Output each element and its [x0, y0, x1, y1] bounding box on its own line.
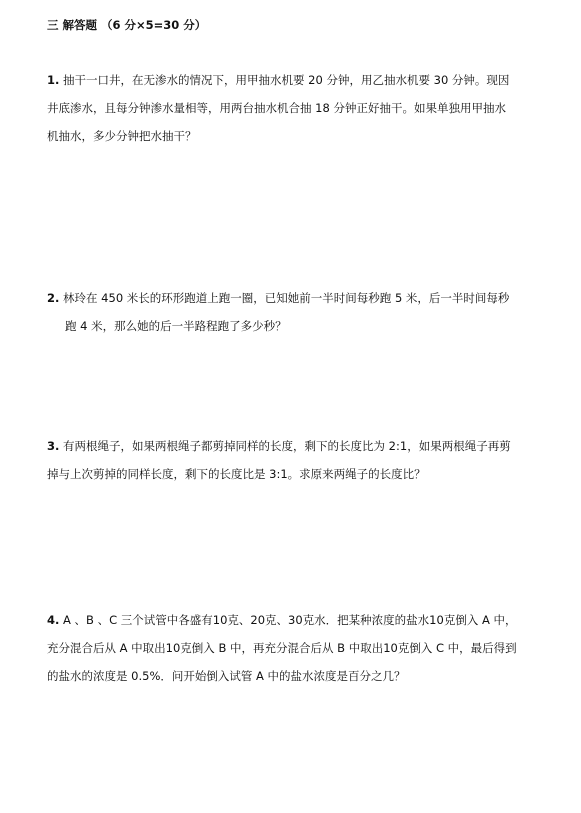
- question-number: 1.: [47, 73, 60, 87]
- question-text-line: 林玲在 450 米长的环形跑道上跑一圈，已知她前一半时间每秒跑 5 米，后一半时间每秒: [63, 291, 510, 305]
- question-text-line: 机抽水，多少分钟把水抽干？: [47, 129, 197, 143]
- question-text-line: 充分混合后从 A 中取出10克倒入 B 中，再充分混合后从 B 中取出10克倒入 C 中，最后得到: [47, 641, 517, 655]
- question-number: 2.: [47, 291, 60, 305]
- question-text-line: 有两根绳子，如果两根绳子都剪掉同样的长度，剩下的长度比为 2:1，如果两根绳子再剪: [63, 439, 511, 453]
- question-text-line: 的盐水的浓度是 0.5%．问开始倒入试管 A 中的盐水浓度是百分之几？: [47, 669, 406, 683]
- question-number: 3.: [47, 439, 60, 453]
- section-title: 三 解答题 （6 分×5=30 分）: [47, 18, 207, 32]
- question-text-line: A 、B 、C 三个试管中各盛有10克、20克、30克水．把某种浓度的盐水10克倒入 A 中，: [63, 613, 517, 627]
- question-text-line: 井底渗水，且每分钟渗水量相等，用两台抽水机合抽 18 分钟正好抽干。如果单独用甲抽水: [47, 101, 506, 115]
- question-number: 4.: [47, 613, 60, 627]
- question-text-line: 跑 4 米，那么她的后一半路程跑了多少秒？: [65, 319, 287, 333]
- question-text-line: 掉与上次剪掉的同样长度，剩下的长度比是 3:1。求原来两绳子的长度比？: [47, 467, 426, 481]
- question-text-line: 抽干一口井，在无渗水的情况下，用甲抽水机要 20 分钟，用乙抽水机要 30 分钟。现因: [63, 73, 510, 87]
